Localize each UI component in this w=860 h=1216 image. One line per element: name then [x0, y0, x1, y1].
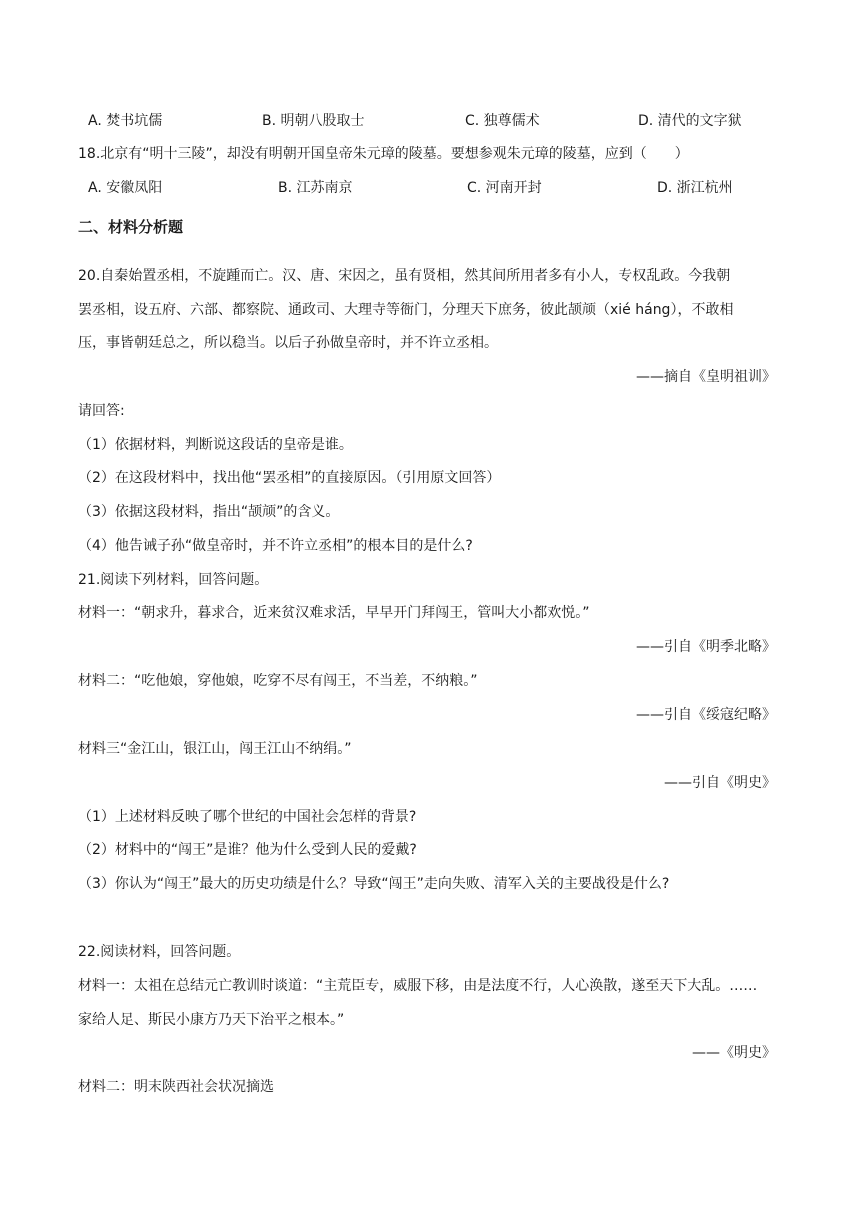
q21-material-2: 材料二：“吃他娘，穿他娘，吃穿不尽有闯王，不当差，不纳粮。” [78, 673, 478, 689]
q22-material-2: 材料二：明末陕西社会状况摘选 [78, 1079, 274, 1095]
q22-stem: 22.阅读材料，回答问题。 [78, 944, 241, 960]
q21-material-3-source: ——引自《明史》 [664, 775, 776, 791]
q17-option-b: B. 明朝八股取士 [262, 113, 365, 129]
q20-question-2: （2）在这段材料中，找出他“罢丞相”的直接原因。（引用原文回答） [78, 470, 501, 486]
q21-question-3: （3）你认为“闯王”最大的历史功绩是什么？导致“闯王”走向失败、清军入关的主要战役是什么? [78, 876, 670, 892]
q18-stem: 18.北京有“明十三陵”，却没有明朝开国皇帝朱元璋的陵墓。要想参观朱元璋的陵墓，应到（ ） [78, 146, 689, 162]
q18-option-c: C. 河南开封 [467, 180, 542, 196]
q22-material-1-line-2: 家给人足、斯民小康方乃天下治平之根本。” [78, 1012, 345, 1028]
q17-option-d: D. 清代的文字狱 [638, 113, 742, 129]
q18-option-b: B. 江苏南京 [278, 180, 353, 196]
q20-question-3: （3）依据这段材料，指出“颉颃”的含义。 [78, 504, 340, 520]
q20-text-line-2: 罢丞相，设五府、六部、都察院、通政司、大理寺等衙门，分理天下庶务，彼此颉颃（xié háng），不敢相 [78, 302, 734, 318]
q20-text-line-3: 压，事皆朝廷总之，所以稳当。以后子孙做皇帝时，并不许立丞相。 [78, 335, 498, 351]
q22-material-1-line-1: 材料一：太祖在总结元亡教训时谈道：“主荒臣专，威服下移，由是法度不行，人心涣散，遂至天下大乱。…… [78, 978, 758, 994]
q20-source: ——摘自《皇明祖训》 [636, 369, 776, 385]
q21-material-1-source: ——引自《明季北略》 [636, 639, 776, 655]
q22-material-1-source: ——《明史》 [692, 1045, 776, 1061]
q18-option-d: D. 浙江杭州 [657, 180, 733, 196]
q21-material-2-source: ——引自《绥寇纪略》 [636, 707, 776, 723]
q21-material-3: 材料三“金江山，银江山，闯王江山不纳绢。” [78, 741, 352, 757]
q20-text-line-1: 20.自秦始置丞相，不旋踵而亡。汉、唐、宋因之，虽有贤相，然其间所用者多有小人，专权乱政。今我朝 [78, 268, 731, 284]
q20-question-4: （4）他告诫子孙“做皇帝时，并不许立丞相”的根本目的是什么? [78, 538, 473, 554]
q20-prompt: 请回答: [78, 403, 125, 419]
q20-question-1: （1）依据材料，判断说这段话的皇帝是谁。 [78, 437, 353, 453]
q17-option-a: A. 焚书坑儒 [88, 113, 163, 129]
q21-question-1: （1）上述材料反映了哪个世纪的中国社会怎样的背景? [78, 809, 417, 825]
section-title: 二、材料分析题 [78, 218, 184, 236]
q21-material-1: 材料一：“朝求升，暮求合，近来贫汉难求活，早早开门拜闯王，管叫大小都欢悦。” [78, 605, 590, 621]
q21-question-2: （2）材料中的“闯王”是谁？他为什么受到人民的爱戴? [78, 842, 417, 858]
q17-option-c: C. 独尊儒术 [465, 113, 540, 129]
q21-stem: 21.阅读下列材料，回答问题。 [78, 572, 269, 588]
q18-option-a: A. 安徽凤阳 [88, 180, 163, 196]
